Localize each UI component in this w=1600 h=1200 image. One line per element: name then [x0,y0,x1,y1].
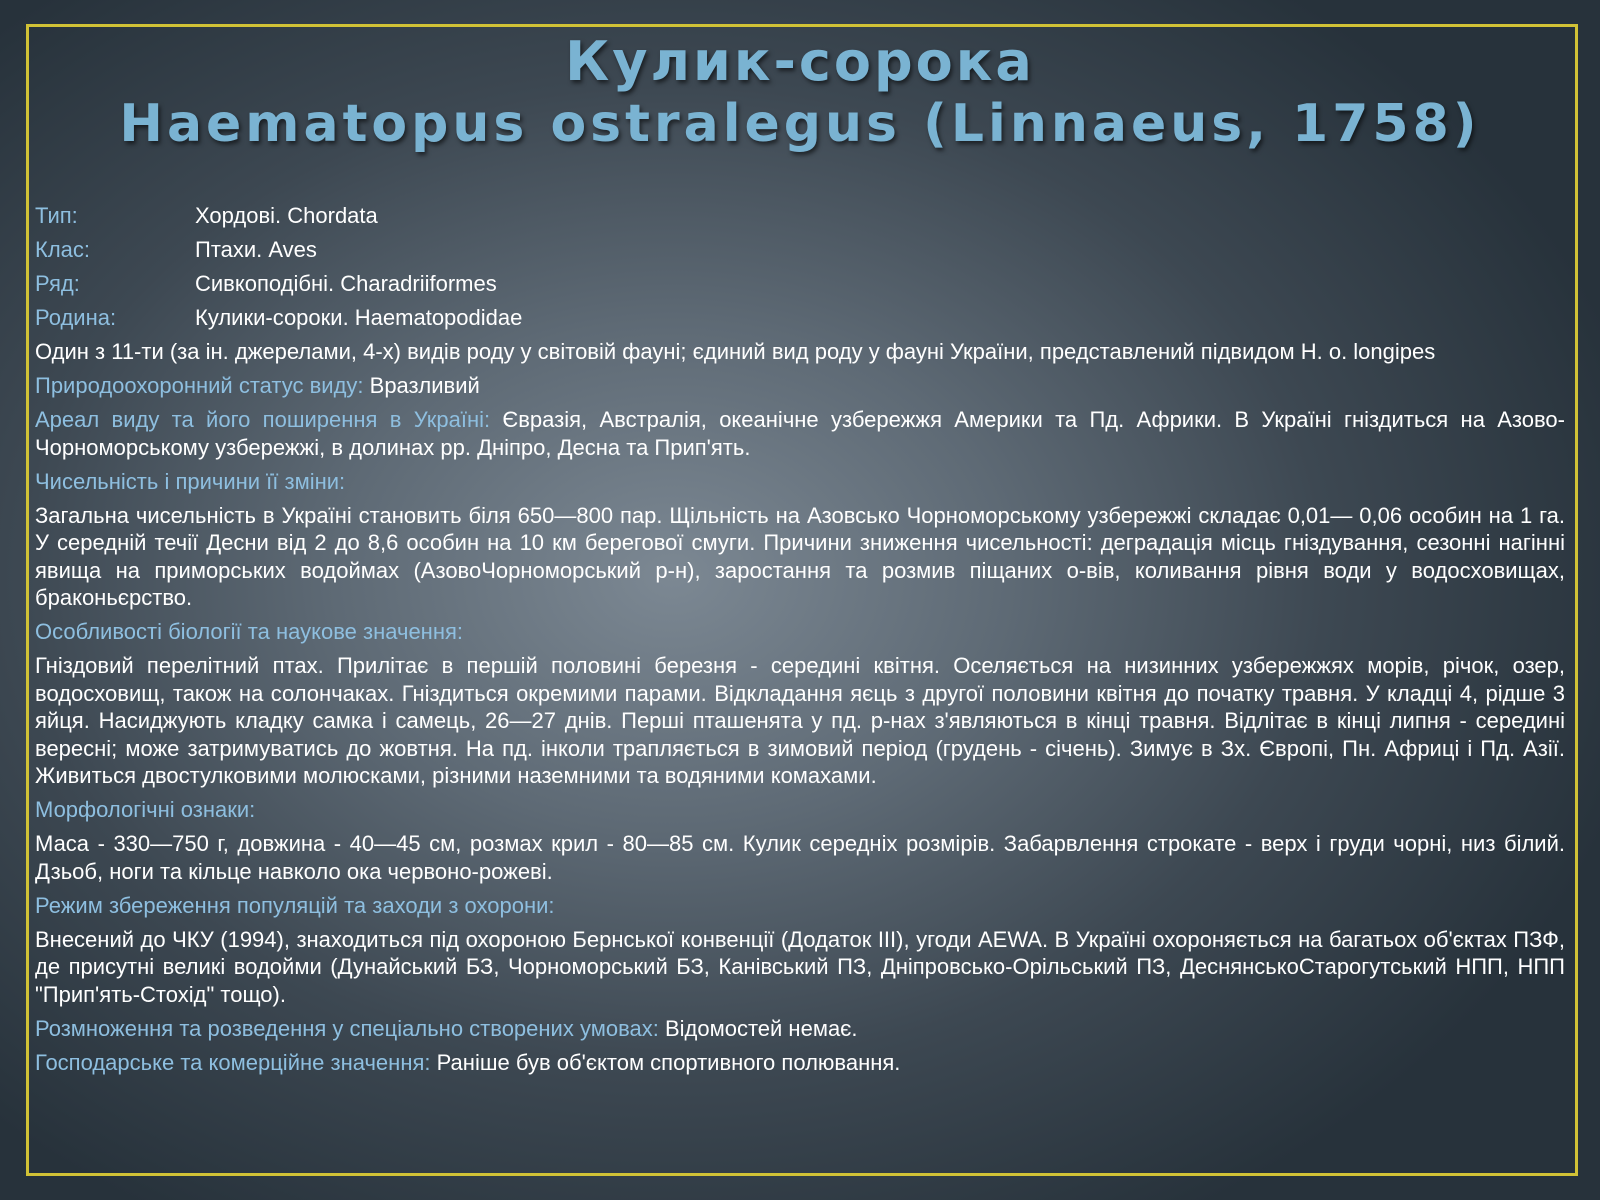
biology-text: Гніздовий перелітний птах. Прилітає в першій половині березня - середині квітня. Оселяється на низинних узбережжях морів, річок, озер, водосховищ, також на солончаках. Гніздиться окремими парами. Відкладання яєць з другої половини квітня до початку травня. У кладці 4, рідше 3 яйця. Насиджують кладку самка і самець, 26—27 днів. Перші пташенята у пд. р-нах з'являються в кінці травня. Відлітає в кінці липня - середині вересні; може затримуватись до жовтня. На пд. інколи трапляється в зимовий період (грудень - січень). Зимує в Зх. Європі, Пн. Африці і Пд. Азії. Живиться двостулковими молюсками, різними наземними та водяними комахами. [35,653,1565,788]
numbers-text: Загальна чисельність в Україні становить біля 650—800 пар. Щільність на Азовсько Чорноморському узбережжі складає 0,01— 0,06 особин на 1 га. У середній течії Десни від 2 до 8,6 особин на 10 км берегової смуги. Причини зниження чисельності: деградація місць гніздування, сезонні нагінні явища на приморських водоймах (АзовоЧорноморський р-н), заростання та розмив піщаних о-вів, коливання рівня води у водосховищах, браконьєрство. [35,502,1565,610]
taxonomy-value: Сивкоподібні. Charadriiformes [195,271,497,296]
taxonomy-row-type [35,202,1565,230]
economic-paragraph [35,1049,1565,1077]
taxonomy-label: Тип: [35,203,78,228]
taxonomy-value: Хордові. Chordata [195,203,378,228]
taxonomy-label: Родина: [35,305,117,330]
taxonomy-row-family [35,304,1565,332]
status-label: Природоохоронний статус виду: [35,373,364,398]
breeding-value: Відомостей немає. [658,1015,858,1041]
status-paragraph [35,372,1565,400]
breeding-label: Розмноження та розведення у спеціально створених умовах: [35,1015,659,1041]
taxonomy-value: Птахи. Aves [195,237,317,262]
taxonomy-row-order [35,270,1565,298]
status-value: Вразливий [363,373,480,398]
morphology-text: Маса - 330—750 г, довжина - 40—45 см, розмах крил - 80—85 см. Кулик середніх розмірів. Забарвлення строкате - верх і груди чорні, низ білий. Дзьоб, ноги та кільце навколо ока червоно-рожеві. [35,831,1565,884]
range-label: Ареал виду та його поширення в Україні: [35,407,491,432]
intro-paragraph: Один з 11-ти (за ін. джерелами, 4-х) видів роду у світовій фауні; єдиний вид роду у фауні України, представлений підвидом H. o. longipes [35,339,1436,364]
taxonomy-value: Кулики-сороки. Haematopodidae [195,305,523,330]
taxonomy-label: Ряд: [35,271,80,296]
range-value: Євразія, Австралія, океанічне узбережжя Америки та Пд. Африки. В Україні гніздиться на Азово-Чорноморському узбережжі, в долинах рр. Дніпро, Десна та Прип'ять. [35,407,1565,460]
title-latin-name: Haematopus ostralegus (Linnaeus, 1758) [119,94,1481,154]
slide-title [0,28,1600,158]
slide-content [35,202,1565,1083]
economic-value: Раніше був об'єктом спортивного полювання. [430,1049,901,1075]
protection-text: Внесений до ЧКУ (1994), знаходиться під охороною Бернської конвенції (Додаток III), угоди AEWA. В Україні охороняється на багатьох об'єктах ПЗФ, де присутні великі водойми (Дунайський БЗ, Чорноморський БЗ, Канівський ПЗ, Дніпровсько-Орільський ПЗ, ДеснянськоСтарогутський НПП, НПП "Прип'ять-Стохід" тощо). [35,926,1565,1007]
economic-label: Господарське та комерційне значення: [35,1049,431,1075]
title-common-name: Кулик-сорока [565,30,1035,93]
taxonomy-row-class [35,236,1565,264]
morphology-heading: Морфологічні ознаки: [35,797,256,822]
protection-heading: Режим збереження популяцій та заходи з охорони: [35,892,555,918]
breeding-paragraph [35,1015,1565,1043]
biology-heading: Особливості біології та наукове значення: [35,619,464,644]
numbers-heading: Чисельність і причини її зміни: [35,468,346,494]
taxonomy-label: Клас: [35,237,90,262]
range-paragraph [35,406,1565,461]
